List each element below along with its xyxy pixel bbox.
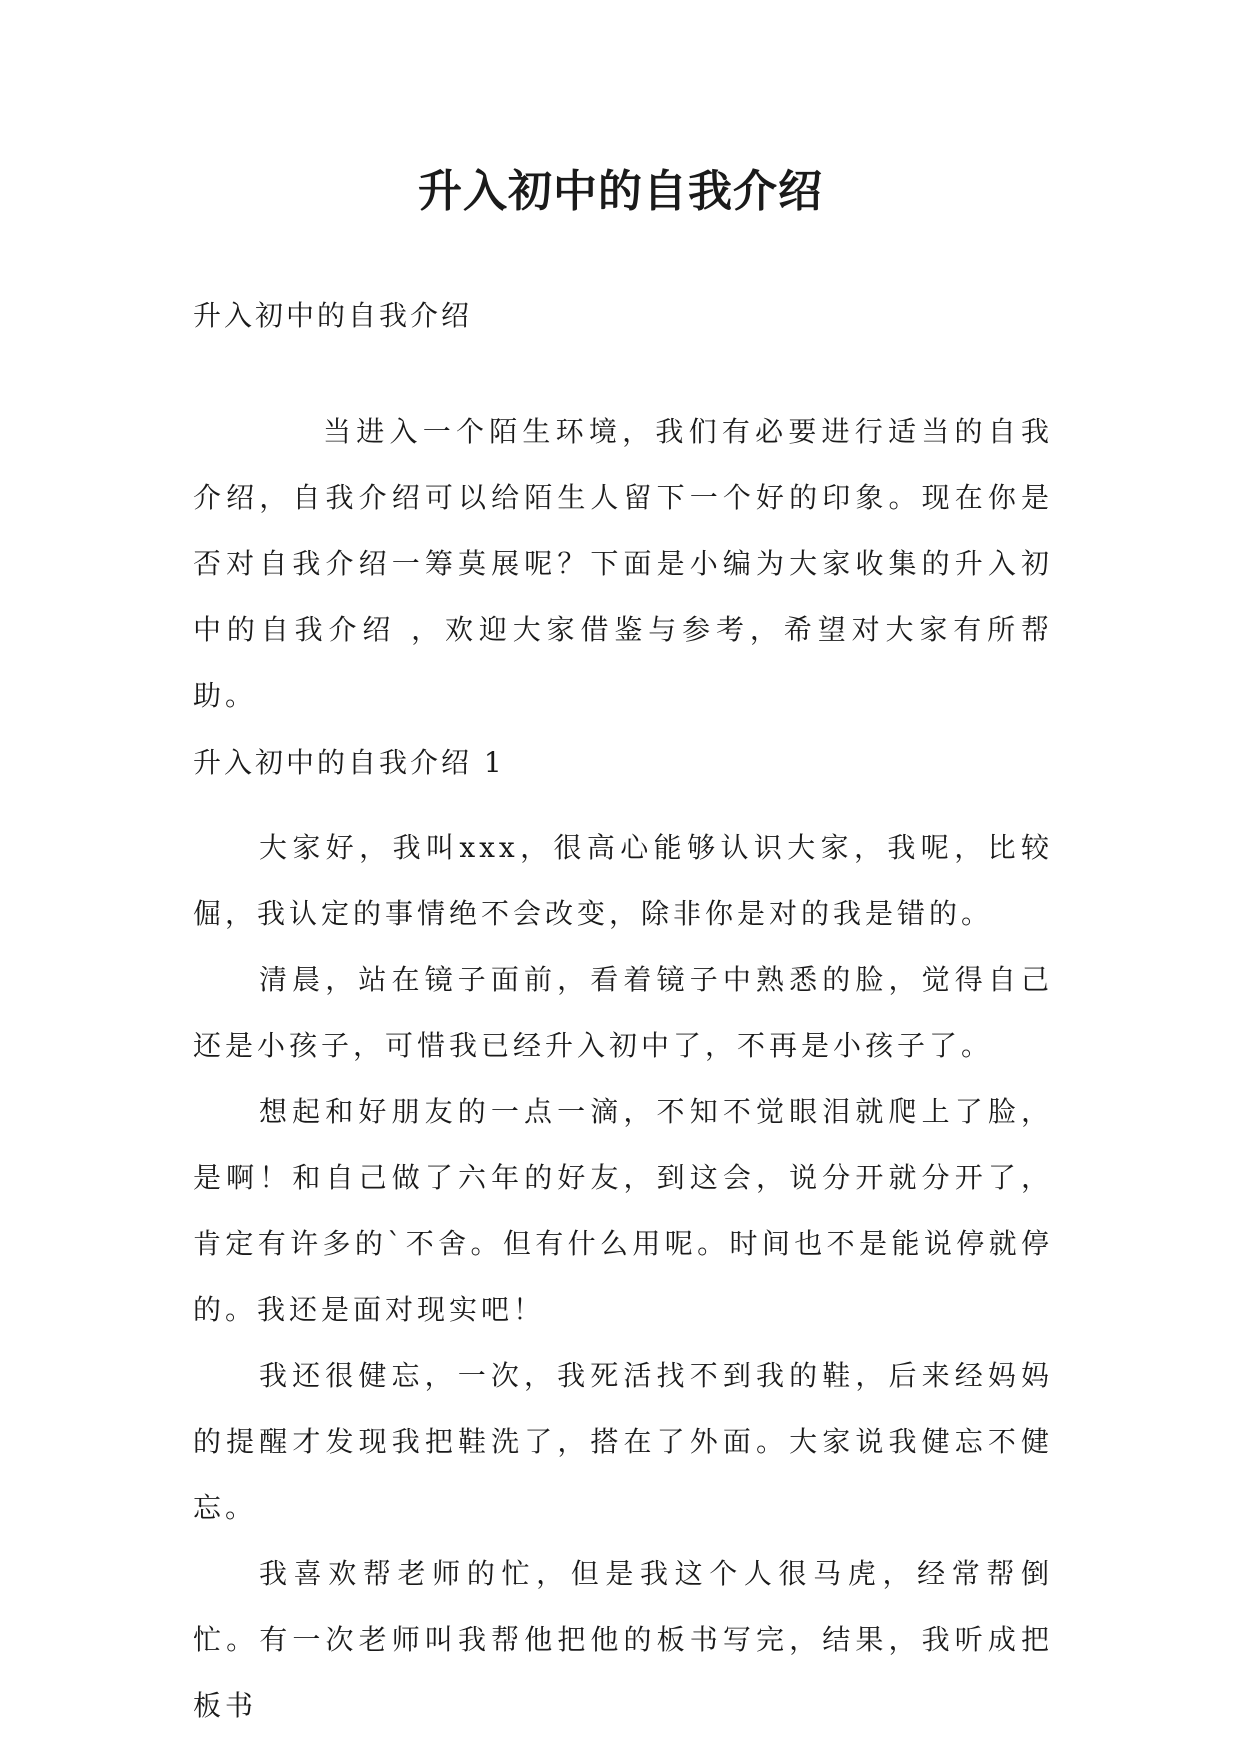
body-paragraph: 我喜欢帮老师的忙，但是我这个人很马虎，经常帮倒忙。有一次老师叫我帮他把他的板书写完，结果，我听成把板书 bbox=[193, 1557, 1053, 1722]
section-heading: 升入初中的自我介绍 1 bbox=[193, 746, 505, 779]
document-subtitle: 升入初中的自我介绍 bbox=[193, 299, 473, 332]
body-paragraph: 我还很健忘，一次，我死活找不到我的鞋，后来经妈妈的提醒才发现我把鞋洗了，搭在了外面。大家说我健忘不健忘。 bbox=[193, 1359, 1053, 1524]
document-title: 升入初中的自我介绍 bbox=[418, 166, 823, 217]
section-body bbox=[193, 815, 1053, 1739]
body-paragraph: 清晨，站在镜子面前，看着镜子中熟悉的脸，觉得自己还是小孩子，可惜我已经升入初中了，不再是小孩子了。 bbox=[193, 963, 1053, 1062]
body-paragraph: 想起和好朋友的一点一滴，不知不觉眼泪就爬上了脸，是啊！和自己做了六年的好友，到这会，说分开就分开了，肯定有许多的`不舍。但有什么用呢。时间也不是能说停就停的。我还是面对现实吧！ bbox=[193, 1095, 1053, 1326]
body-paragraph: 大家好，我叫xxx，很高心能够认识大家，我呢，比较倔，我认定的事情绝不会改变，除非你是对的我是错的。 bbox=[193, 831, 1053, 930]
intro-paragraph: 当进入一个陌生环境，我们有必要进行适当的自我介绍，自我介绍可以给陌生人留下一个好的印象。现在你是否对自我介绍一筹莫展呢？下面是小编为大家收集的升入初中的自我介绍 ，欢迎大家借鉴与参考，希望对大家有所帮助。 bbox=[193, 415, 1053, 712]
